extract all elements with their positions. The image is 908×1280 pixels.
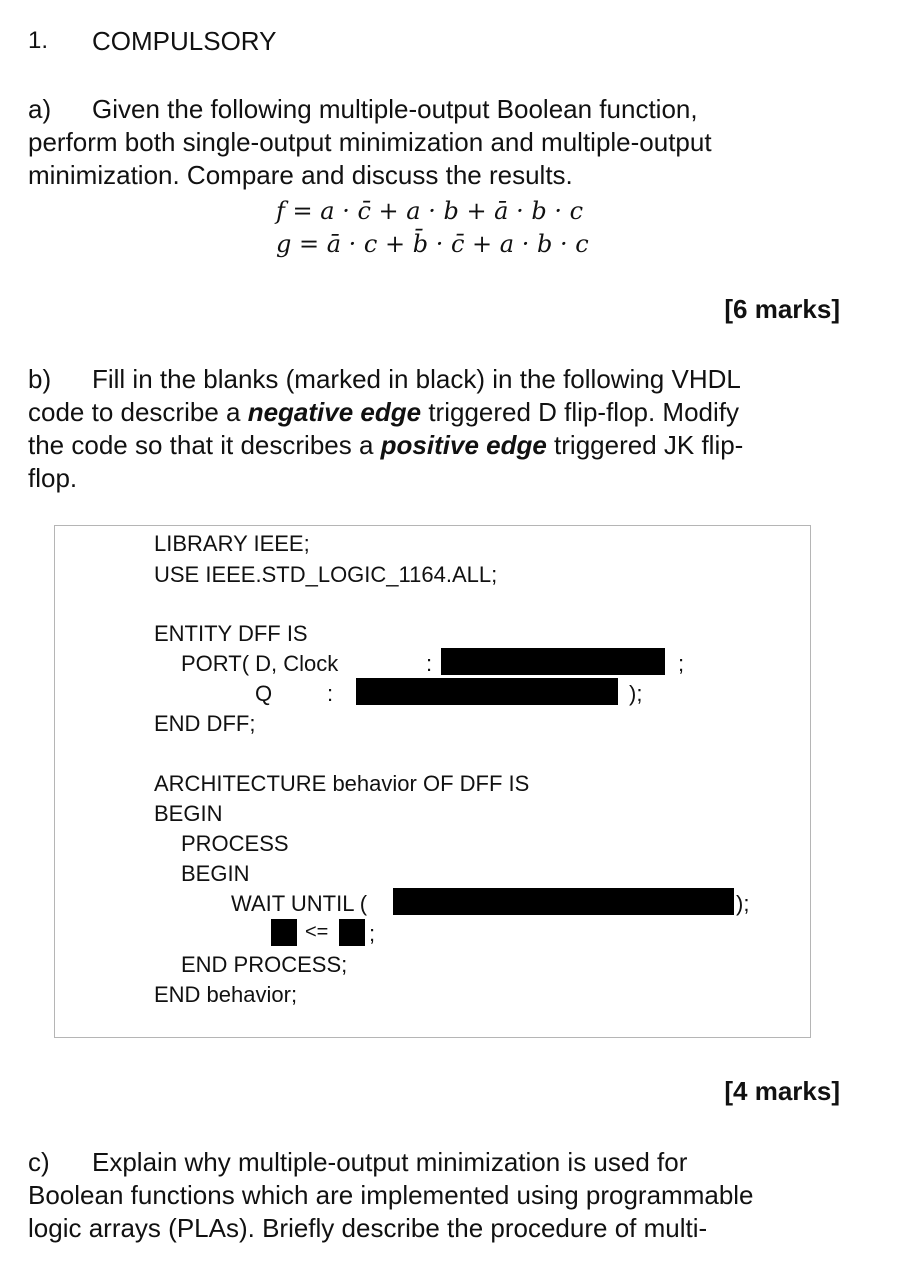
blank-assign-source <box>339 919 365 946</box>
blank-wait-condition <box>393 888 734 915</box>
blank-q-type <box>356 678 618 705</box>
code-end-process: END PROCESS; <box>181 952 348 977</box>
equation-g: g = ā · c + b̄ · c̄ + a · b · c <box>276 230 589 258</box>
part-a-line-2: perform both single-output minimization and multiple-output <box>28 127 712 157</box>
code-architecture: ARCHITECTURE behavior OF DFF IS <box>154 771 530 796</box>
part-b-line-2: code to describe a negative edge triggered D flip-flop. Modify <box>28 397 740 427</box>
code-begin: BEGIN <box>154 801 223 826</box>
part-b-line-3: the code so that it describes a positive edge triggered JK flip- <box>28 430 744 460</box>
code-port-semicolon: ; <box>678 651 685 676</box>
part-a-line-3: minimization. Compare and discuss the results. <box>28 160 573 190</box>
code-library: LIBRARY IEEE; <box>154 531 310 556</box>
part-c-line-2: Boolean functions which are implemented using programmable <box>28 1180 754 1210</box>
code-assign-operator: <= <box>305 921 329 943</box>
equation-f: f = a · c̄ + a · b + ā · b · c <box>276 197 584 225</box>
part-c-line-3: logic arrays (PLAs). Briefly describe the procedure of multi- <box>28 1213 708 1243</box>
code-q: Q <box>255 681 273 706</box>
code-end-dff: END DFF; <box>154 711 256 736</box>
code-process-begin: BEGIN <box>181 861 250 886</box>
code-wait-until: WAIT UNTIL ( <box>231 891 368 916</box>
part-c-label: c) <box>28 1147 50 1177</box>
negative-edge-emphasis: negative edge <box>247 397 422 427</box>
code-use: USE IEEE.STD_LOGIC_1164.ALL; <box>154 562 498 587</box>
part-a-marks: [6 marks] <box>724 294 840 324</box>
question-title: COMPULSORY <box>92 26 277 56</box>
positive-edge-emphasis: positive edge <box>380 430 547 460</box>
part-c-line-1: Explain why multiple-output minimization is used for <box>92 1147 688 1177</box>
question-number: 1. <box>28 27 49 54</box>
code-entity: ENTITY DFF IS <box>154 621 308 646</box>
part-b-label: b) <box>28 364 52 394</box>
part-b-marks: [4 marks] <box>724 1076 840 1106</box>
part-a-line-1: Given the following multiple-output Boolean function, <box>92 94 698 124</box>
part-b-line-1: Fill in the blanks (marked in black) in the following VHDL <box>92 364 741 394</box>
code-process: PROCESS <box>181 831 289 856</box>
code-end-behavior: END behavior; <box>154 982 298 1007</box>
code-wait-close: ); <box>736 891 750 916</box>
part-b-line-4: flop. <box>28 463 78 493</box>
code-port-close: ); <box>629 681 643 706</box>
part-a-label: a) <box>28 94 52 124</box>
code-q-colon: : <box>327 681 334 706</box>
code-port-colon: : <box>426 651 433 676</box>
blank-assign-target <box>271 919 297 946</box>
code-assign-semicolon: ; <box>369 921 376 946</box>
code-port: PORT( D, Clock <box>181 651 339 676</box>
blank-port-type <box>441 648 665 675</box>
